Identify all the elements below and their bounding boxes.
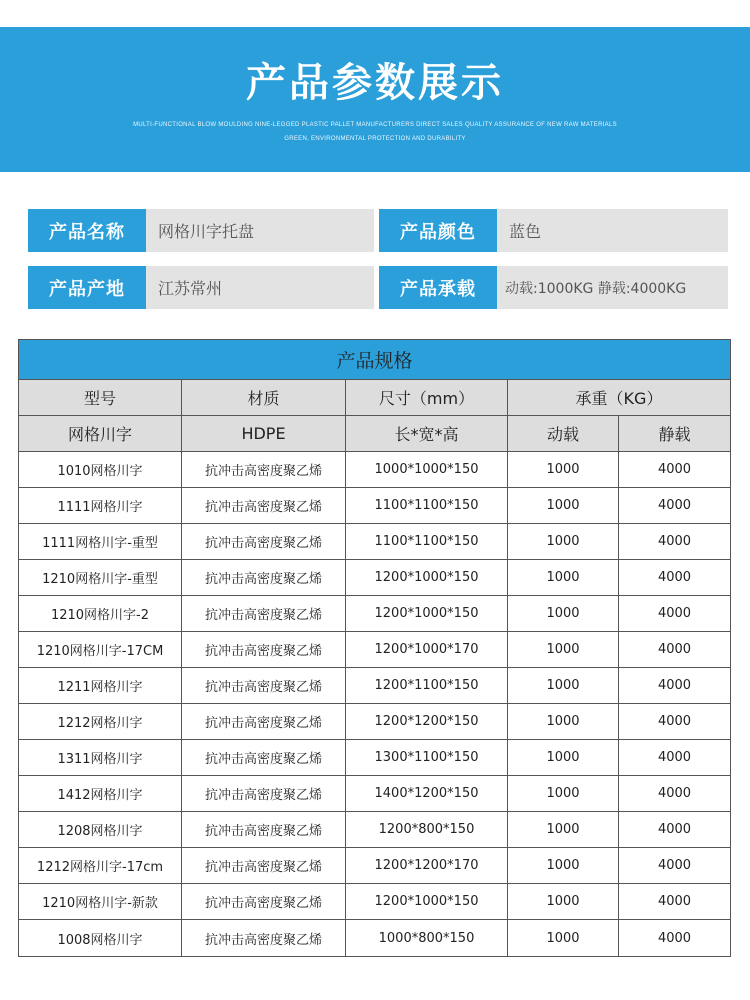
table-cell-size: 1200*800*150 [346,812,508,848]
table-cell-dynamic: 1000 [508,560,619,596]
table-cell-static: 4000 [619,668,730,704]
table-cell-size: 1000*1000*150 [346,452,508,488]
table-cell-dynamic: 1000 [508,848,619,884]
table-cell-material: 抗冲击高密度聚乙烯 [182,704,346,740]
table-cell-model: 1111网格川字 [19,488,182,524]
table-cell-model: 1208网格川字 [19,812,182,848]
table-cell-static: 4000 [619,776,730,812]
product-color-label: 产品颜色 [379,209,497,252]
table-cell-model: 1412网格川字 [19,776,182,812]
table-cell-size: 1200*1200*150 [346,704,508,740]
table-cell-static: 4000 [619,884,730,920]
subheader-dynamic: 动载 [508,416,619,452]
table-cell-dynamic: 1000 [508,920,619,956]
header-size: 尺寸（mm） [346,380,508,416]
table-cell-dynamic: 1000 [508,452,619,488]
table-cell-dynamic: 1000 [508,596,619,632]
table-cell-model: 1212网格川字 [19,704,182,740]
table-cell-dynamic: 1000 [508,812,619,848]
table-cell-material: 抗冲击高密度聚乙烯 [182,596,346,632]
table-cell-size: 1200*1000*150 [346,596,508,632]
table-cell-dynamic: 1000 [508,632,619,668]
table-cell-material: 抗冲击高密度聚乙烯 [182,884,346,920]
table-cell-dynamic: 1000 [508,884,619,920]
spec-table-title: 产品规格 [19,340,730,380]
product-load-value: 动载:1000KG 静载:4000KG [497,266,728,309]
table-cell-material: 抗冲击高密度聚乙烯 [182,524,346,560]
subheader-static: 静载 [619,416,730,452]
table-cell-material: 抗冲击高密度聚乙烯 [182,740,346,776]
table-cell-size: 1200*1100*150 [346,668,508,704]
table-cell-model: 1111网格川字-重型 [19,524,182,560]
subtitle-line-2: GREEN, ENVIRONMENTAL PROTECTION AND DURABILITY [284,136,466,142]
header-load: 承重（KG） [508,380,730,416]
table-cell-dynamic: 1000 [508,488,619,524]
table-cell-static: 4000 [619,524,730,560]
table-cell-size: 1400*1200*150 [346,776,508,812]
header-banner [0,27,750,172]
subheader-size: 长*宽*高 [346,416,508,452]
table-cell-material: 抗冲击高密度聚乙烯 [182,668,346,704]
table-cell-size: 1000*800*150 [346,920,508,956]
table-cell-static: 4000 [619,920,730,956]
table-cell-model: 1010网格川字 [19,452,182,488]
page-title: 产品参数展示 [246,60,504,106]
table-cell-model: 1210网格川字-重型 [19,560,182,596]
table-cell-static: 4000 [619,596,730,632]
subheader-material: HDPE [182,416,346,452]
page-subtitle [0,118,750,146]
product-color-value: 蓝色 [497,209,728,252]
product-load-label: 产品承载 [379,266,497,309]
product-name-value: 网格川字托盘 [146,209,374,252]
table-cell-size: 1200*1000*170 [346,632,508,668]
table-cell-model: 1212网格川字-17cm [19,848,182,884]
table-cell-static: 4000 [619,848,730,884]
table-cell-model: 1008网格川字 [19,920,182,956]
table-cell-model: 1211网格川字 [19,668,182,704]
spec-table [18,339,731,957]
table-cell-static: 4000 [619,488,730,524]
table-cell-dynamic: 1000 [508,668,619,704]
table-cell-static: 4000 [619,740,730,776]
table-cell-static: 4000 [619,560,730,596]
table-cell-model: 1210网格川字-2 [19,596,182,632]
header-model: 型号 [19,380,182,416]
table-cell-dynamic: 1000 [508,776,619,812]
table-cell-dynamic: 1000 [508,704,619,740]
table-cell-model: 1210网格川字-17CM [19,632,182,668]
table-cell-material: 抗冲击高密度聚乙烯 [182,776,346,812]
table-cell-static: 4000 [619,704,730,740]
table-cell-dynamic: 1000 [508,524,619,560]
table-cell-material: 抗冲击高密度聚乙烯 [182,632,346,668]
product-origin-label: 产品产地 [28,266,146,309]
product-origin-value: 江苏常州 [146,266,374,309]
subtitle-line-1: MULTI-FUNCTIONAL BLOW MOULDING NINE-LEGGED PLASTIC PALLET MANUFACTURERS DIRECT SALES QUALITY ASSURANCE OF NEW RAW MATERIALS [133,122,617,128]
table-cell-size: 1200*1000*150 [346,884,508,920]
table-cell-dynamic: 1000 [508,740,619,776]
subheader-model: 网格川字 [19,416,182,452]
table-cell-material: 抗冲击高密度聚乙烯 [182,452,346,488]
table-cell-size: 1300*1100*150 [346,740,508,776]
table-cell-size: 1200*1000*150 [346,560,508,596]
table-cell-static: 4000 [619,632,730,668]
table-cell-size: 1200*1200*170 [346,848,508,884]
table-cell-size: 1100*1100*150 [346,488,508,524]
table-cell-size: 1100*1100*150 [346,524,508,560]
table-cell-material: 抗冲击高密度聚乙烯 [182,812,346,848]
header-material: 材质 [182,380,346,416]
table-cell-model: 1311网格川字 [19,740,182,776]
table-cell-material: 抗冲击高密度聚乙烯 [182,560,346,596]
table-cell-static: 4000 [619,452,730,488]
product-name-label: 产品名称 [28,209,146,252]
table-cell-material: 抗冲击高密度聚乙烯 [182,488,346,524]
table-cell-model: 1210网格川字-新款 [19,884,182,920]
table-cell-material: 抗冲击高密度聚乙烯 [182,920,346,956]
table-cell-material: 抗冲击高密度聚乙烯 [182,848,346,884]
table-cell-static: 4000 [619,812,730,848]
